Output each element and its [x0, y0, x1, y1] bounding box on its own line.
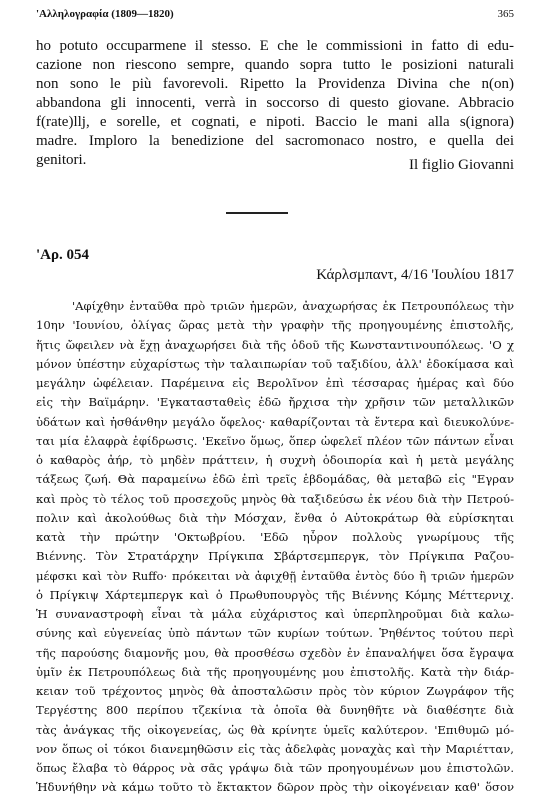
greek-line: τάξεως ζωή. Θὰ παραμείνω ἐδῶ ἐπὶ τρεῖς ἑβδομάδας, θὰ μεταβῶ εἰς "Εγραν [36, 472, 514, 487]
greek-line: εἰς τὴν Βαϊμάρην. 'Εγκατασταθεὶς ἐδῶ ἤρχισα τὴν χρῆσιν τῶν μεταλλικῶν [36, 395, 514, 410]
greek-line: μόνον ὑπέστην εὐχαρίστως τὴν ταλαιπωρίαν τοῦ ταξιδίου, ἀλλ' ἐδοκίμασα καὶ [36, 356, 514, 371]
greek-letter-body [36, 297, 514, 798]
italian-line: genitori. [36, 152, 87, 168]
greek-line: Τεργέστης 800 περίπου τζεκίνια τὰ ὁποῖα θὰ δυνηθῆτε νὰ διαθέσητε διὰ [36, 703, 514, 718]
greek-line: ὁ Πρίγκιψ Χάρτεμπεργκ καὶ ὁ Πρωθυπουργὸς τῆς Βιέννης Κόμης Μέττερνιχ. [36, 587, 514, 602]
italian-line: abbandona gli innocenti, verrà in soccorso di questo giovane. Abbracio [36, 95, 514, 111]
greek-line: Ἡδυνήθην νὰ κάμω τοῦτο τὸ ἔκτακτον δῶρον πρὸς τὴν οἰκογένειαν καθ' ὅσον [36, 780, 514, 795]
italian-line: madre. Imploro la benedizione del sacromonaco nostro, e quella dei [36, 133, 514, 149]
signature: Il figlio Giovanni [409, 157, 514, 173]
greek-line: τῆς παρούσης διαμονῆς μου, θὰ προσθέσω σχεδὸν ἐν ἐπαναλήψει ὅσα ἔγραψα [36, 645, 514, 660]
greek-line: σύνης καὶ εὐγενείας ὑπὸ πάντων τῶν κυρίων τούτων. Ῥηθέντος τούτου περὶ [36, 626, 514, 641]
greek-line: ται μία ἐλαφρὰ ἐφίδρωσις. 'Εκεῖνο ὅμως, ὅπερ ὠφελεῖ πλέον τῶν πάντων εἶναι [36, 433, 514, 448]
italian-letter-ending [36, 37, 514, 170]
greek-line: 10ην 'Ιουνίου, ὀλίγας ὥρας μετὰ τὴν γραφὴν τῆς προηγουμένης ἐπιστολῆς, [36, 318, 514, 333]
greek-line: τὰς ἀνάγκας τῆς οἰκογενείας, ὡς θὰ κρίνητε ὑμεῖς καλύτερον. 'Επιθυμῶ μό- [36, 722, 514, 737]
greek-line: ὑδάτων καὶ ἠσθάνθην μεγάλο ὄφελος· καθαρίζονται τὰ ἔντερα καὶ διευκολύνε- [36, 414, 514, 429]
place-date-line: Κάρλσμπαντ, 4/16 'Ιουλίου 1817 [316, 267, 514, 283]
italian-line: f(rate)llj, e sorelle, et cognati, e nipoti. Baccio le mani alla s(ignora) [36, 114, 514, 130]
greek-line: ὁ καθαρὸς ἀήρ, τὸ μηδὲν πράττειν, ἡ συχνὴ ὁδοιπορία καὶ ἡ μετὰ μεγάλης [36, 453, 514, 467]
greek-line: κατὰ τὴν πρώτην 'Οκτωβρίου. 'Εδῶ ηὗρον πολλοὺς γνωρίμους τῆς [36, 530, 514, 544]
greek-line: νον ὅπως οἱ τόκοι διανεμηθῶσιν εἰς τὰς ἀδελφὰς μοναχὰς καὶ τὴν Μαριέτταν, [36, 741, 514, 756]
running-head [36, 8, 514, 24]
letter-number: 'Αρ. 054 [36, 247, 90, 263]
italian-line: ho potuto occuparmene il stesso. E che le commissioni in fatto di edu- [36, 38, 514, 54]
greek-line: ὅπως ἔλαβα τὸ θάρρος νὰ σᾶς γράψω διὰ τῶν προηγουμένων μου ἐπιστολῶν. [36, 761, 514, 775]
greek-line: Ἡ συναναστροφὴ εἶναι τὰ μάλα εὐχάριστος καὶ ὑπερπληροῦμαι διὰ καλω- [36, 607, 514, 621]
greek-line: 'Αφίχθην ἐνταῦθα πρὸ τριῶν ἡμερῶν, ἀναχωρήσας ἐκ Πετρουπόλεως τὴν [72, 299, 514, 313]
greek-line: ἥτις ὤφειλεν νὰ ἔχῃ ἀναχωρήσει διὰ τῆς ὁδοῦ τῆς Κωνσταντινουπόλεως. 'Ο χ [36, 337, 514, 352]
greek-line: πολιν καὶ ἀκολούθως διὰ τὴν Μόσχαν, ἔνθα ὁ Αὐτοκράτωρ θὰ εὑρίσκηται [36, 510, 514, 525]
section-divider [226, 212, 288, 214]
greek-line: μεγάλην ὠφέλειαν. Παρέμεινα εἰς Βερολῖνον ἐπὶ τέσσαρας ἡμέρας καὶ δύο [36, 376, 514, 390]
greek-line: Βιέννης. Τὸν Στρατάρχην Πρίγκιπα Σβάρτσεμπεργκ, τὸν Πρίγκιπα Ραζου- [36, 549, 514, 564]
running-head-title: 'Αλληλογραφία (1809—1820) [36, 8, 174, 20]
greek-line: μέφσκι καὶ τὸν Ruffo· πρόκειται νὰ ἀφιχθῇ ἐνταῦθα ἐντὸς δύο ἢ τριῶν ἡμερῶν [36, 568, 514, 583]
italian-line: cazione non riescono sempre, quando sopra tutto le posizioni naturali [36, 57, 514, 73]
greek-line: κειαν τοῦ τρέχοντος μηνὸς θὰ ἀποσταλῶσιν πρὸς τὸν κύριον Ζωγράφον τῆς [36, 684, 514, 698]
italian-line: non sono le più favorevoli. Ripetto la Providenza Divina che n(on) [36, 76, 514, 92]
greek-line: ὑμῖν ἐκ Πετρουπόλεως διὰ τῆς προηγουμένης μου ἐπιστολῆς. Κατὰ τὴν διάρ- [36, 664, 514, 679]
page-number: 365 [497, 8, 514, 20]
greek-line: καὶ πρὸς τὸ τέλος τοῦ προσεχοῦς μηνὸς θὰ ταξιδεύσω ἐκ νέου διὰ τὴν Πετρού- [36, 491, 514, 506]
